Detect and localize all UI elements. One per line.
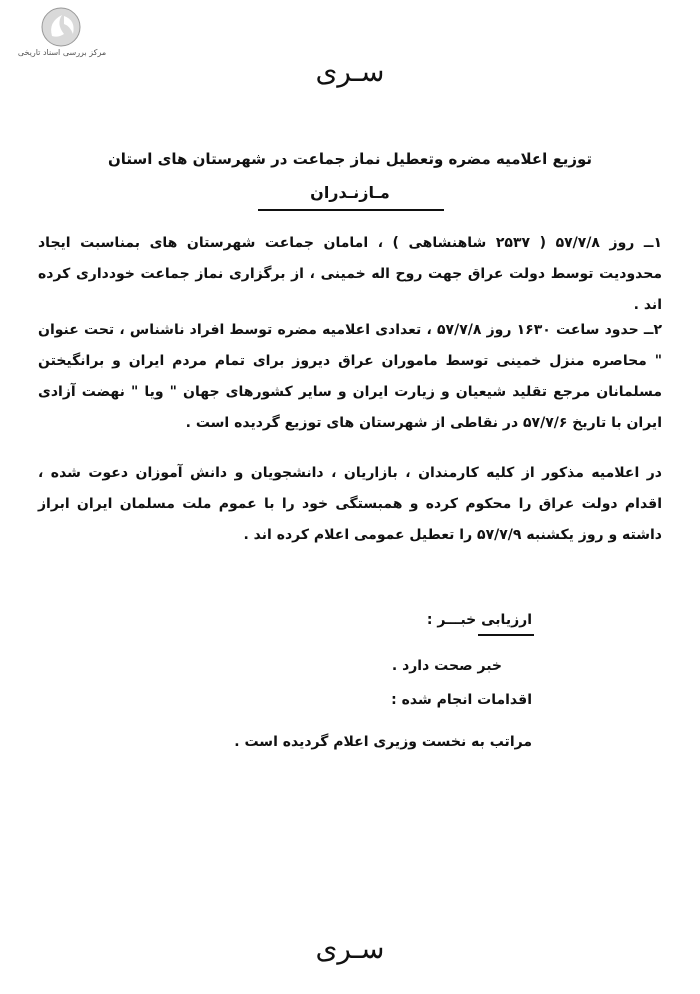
paragraph-2: ۲ــ حدود ساعت ۱۶۳۰ روز ۵۷/۷/۸ ، تعدادی اعلامیه مضره توسط افراد ناشناس ، تحت عنوان " محاصره منزل خمینی توسط ماموران عراق دیروز برای تمام مردم ایران و برانگیختن مسلمانان مرجع تقلید شیعیان و زیارت ایران و سایر کشورهای جهان " ویا " نهضت آزادی ایران با تاریخ ۵۷/۷/۶ در نقاطی از شهرستان های توزیع گردیده است . bbox=[38, 322, 662, 431]
document-subtitle: مـازنـدران bbox=[310, 183, 390, 202]
assessment-line-3: مراتب به نخست وزیری اعلام گردیده است . bbox=[234, 734, 532, 750]
assessment-line-1: خبر صحت دارد . bbox=[391, 658, 502, 674]
assessment-heading: ارزیابی خبـــر : bbox=[426, 612, 532, 628]
assessment-line-2: اقدامات انجام شده : bbox=[391, 692, 532, 708]
classification-top: سـری bbox=[315, 55, 385, 88]
assessment-underline bbox=[478, 634, 534, 636]
title-underline bbox=[258, 209, 444, 211]
archive-logo-text: مرکز بررسی اسناد تاریخی bbox=[17, 48, 107, 57]
document-title: توزیع اعلامیه مضره وتعطیل نماز جماعت در شهرستان های استان bbox=[107, 150, 593, 168]
paragraph-3: در اعلامیه مذکور از کلیه کارمندان ، بازاریان ، دانشجویان و دانش آموزان دعوت شده ، اقدام دولت عراق را محکوم کرده و همبستگی خود را با عموم ملت مسلمان ایران ابراز داشته و روز یکشنبه ۵۷/۷/۹ را تعطیل عمومی اعلام کرده اند . bbox=[38, 465, 662, 543]
archive-logo-icon bbox=[40, 6, 82, 48]
classification-bottom: سـری bbox=[315, 932, 385, 965]
paragraph-1: ۱ــ روز ۵۷/۷/۸ ( ۲۵۳۷ شاهنشاهی ) ، امامان جماعت شهرستان های بمناسبت ایجاد محدودیت توسط دولت عراق جهت روح اله خمینی ، از برگزاری نماز جماعت خودداری کرده اند . bbox=[38, 235, 662, 313]
